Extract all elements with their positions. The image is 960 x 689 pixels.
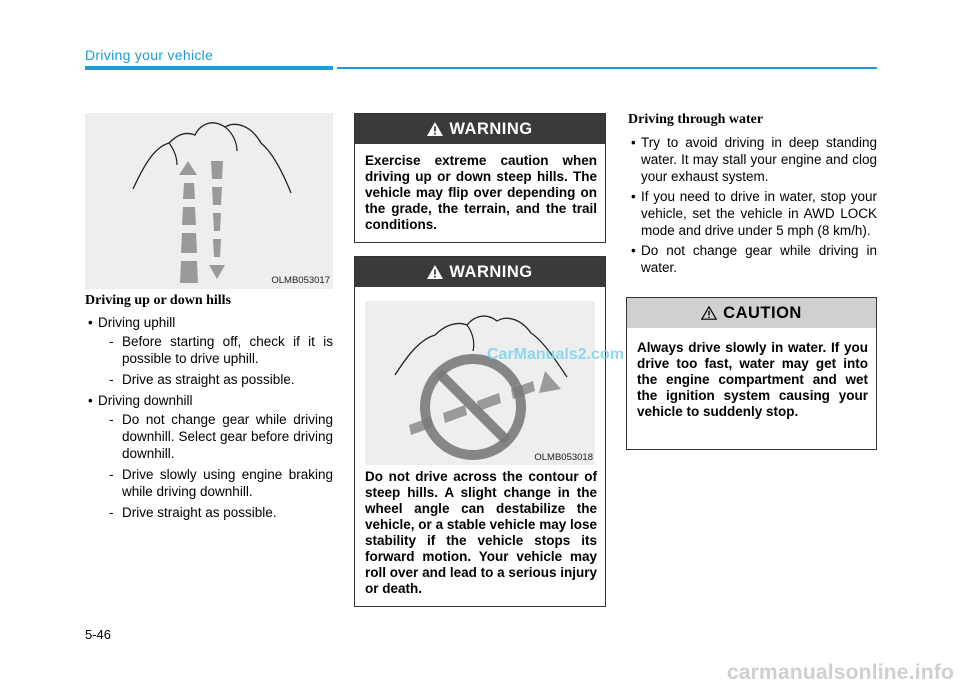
warning-box-steep-hills bbox=[354, 113, 606, 243]
warning-header bbox=[355, 114, 605, 144]
sub-item: Drive straight as possible. bbox=[122, 505, 277, 520]
warning-header bbox=[355, 257, 605, 287]
header-rule bbox=[85, 66, 333, 70]
sub-item: Drive as straight as possible. bbox=[122, 372, 295, 387]
figure-hill-up-down bbox=[85, 113, 333, 289]
warning-text: Exercise extreme caution when driving up or down steep hills. The vehicle may flip over depending on the grade, the terrain, and the trail conditions. bbox=[365, 153, 597, 232]
list-item: • If you need to drive in water, stop your vehicle, set the vehicle in AWD LOCK mode and drive under 5 mph (8 km/h). bbox=[628, 188, 877, 239]
header-rule-extension bbox=[337, 67, 877, 69]
header-title: Driving your vehicle bbox=[85, 47, 214, 63]
list-item: • Do not change gear while driving in water. bbox=[628, 242, 877, 276]
figure-contour-prohibited bbox=[365, 301, 595, 465]
caution-header bbox=[627, 298, 876, 328]
list-item-label: Driving downhill bbox=[98, 393, 193, 408]
figure-code: OLMB053018 bbox=[534, 452, 593, 463]
water-instructions bbox=[628, 134, 877, 279]
watermark: CarManuals2.com bbox=[487, 346, 624, 363]
hill-crest bbox=[467, 325, 474, 351]
warning-label: WARNING bbox=[449, 262, 533, 281]
caution-text: Always drive slowly in water. If you drive too fast, water may get into the engine compartment and wet the ignition system causing your vehicle to suddenly stop. bbox=[637, 340, 868, 419]
page-number: 5-46 bbox=[85, 627, 112, 642]
caution-triangle-icon bbox=[701, 306, 717, 320]
sub-item: Before starting off, check if it is possible to drive uphill. bbox=[122, 334, 333, 366]
caution-box-water bbox=[626, 297, 877, 450]
figure-code: OLMB053017 bbox=[271, 275, 330, 286]
list-item: • Driving uphill - Before starting off, check if it is possible to drive uphill. - Drive as straight as possible. bbox=[85, 314, 333, 388]
list-item-label: Driving uphill bbox=[98, 315, 176, 330]
warning-text: Do not drive across the contour of steep hills. A slight change in the wheel angle can destabilize the vehicle, or a stable vehicle may lose stability if the vehicle stops its forward motion. Your vehicle may roll over and lead to a serious injury or death. bbox=[365, 469, 597, 596]
hill-crest-left bbox=[169, 143, 177, 165]
sub-item: Drive slowly using engine braking while driving downhill. bbox=[122, 467, 333, 499]
sub-item: Do not change gear while driving downhill. Select gear before driving downhill. bbox=[122, 412, 333, 461]
downhill-arrow bbox=[209, 161, 225, 279]
footer-site-watermark: carmanualsonline.info bbox=[726, 661, 954, 684]
contour-illustration bbox=[365, 301, 595, 465]
hill-illustration bbox=[85, 113, 333, 289]
warning-triangle-icon bbox=[427, 265, 443, 279]
section-title-water: Driving through water bbox=[628, 112, 764, 127]
list-item: • Try to avoid driving in deep standing water. It may stall your engine and clog your exhaust system. bbox=[628, 134, 877, 185]
uphill-arrow bbox=[179, 161, 198, 283]
prohibited-icon bbox=[425, 359, 521, 455]
warning-box-contour bbox=[354, 256, 606, 607]
warning-triangle-icon bbox=[427, 122, 443, 136]
hill-outline bbox=[133, 123, 291, 193]
list-item: • Driving downhill - Do not change gear while driving downhill. Select gear before driving downhill. - Drive slowly using engine braking while driving downhill. - Drive straight as possible. bbox=[85, 392, 333, 521]
hills-instructions bbox=[85, 314, 333, 525]
caution-label: CAUTION bbox=[723, 303, 802, 322]
section-title-hills: Driving up or down hills bbox=[85, 293, 232, 308]
warning-label: WARNING bbox=[449, 119, 533, 138]
hill-crest-right bbox=[225, 127, 237, 151]
